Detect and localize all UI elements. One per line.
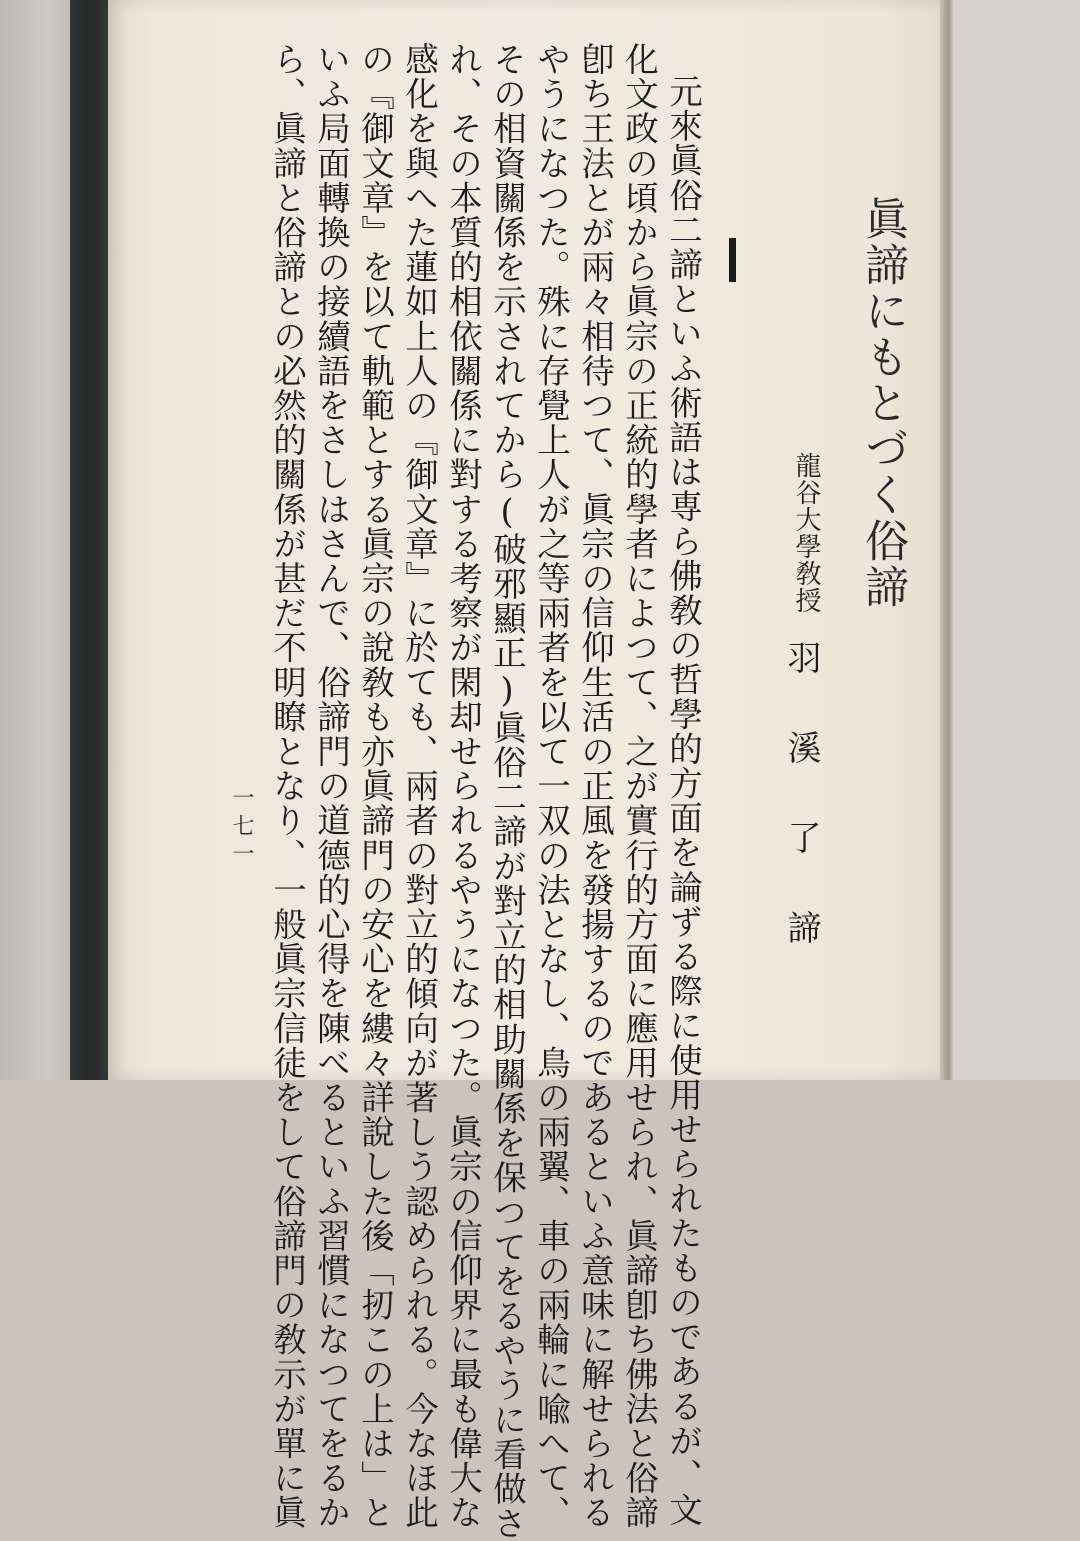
- body-line-8: の『御文章』を以て軌範とする眞宗の說敎も亦眞諦門の安心を縷々詳說した後「扨この上は」と: [355, 42, 395, 1530]
- body-line-4: やうになつた。殊に存覺上人が之等兩者を以て一双の法となし、鳥の兩翼、車の兩輪に喩へて、: [531, 42, 571, 1530]
- body-line-10: ら、眞諦と俗諦との必然的關係が甚だ不明瞭となり、一般眞宗信徒をして俗諦門の敎示が單に眞: [267, 42, 307, 1530]
- page-stack-edge: [940, 0, 954, 1080]
- background-surface-left: [0, 0, 70, 1080]
- body-line-5: その相資關係を示されてから(破邪顯正)眞俗二諦が對立的相助關係を保つてをるやうに看做さ: [487, 42, 527, 1541]
- page-number: 一七一: [229, 786, 254, 870]
- background-surface-right: [954, 0, 1080, 1080]
- body-line-9: いふ局面轉換の接續語をさしはさんで、俗諦門の道德的心得を陳べるといふ習慣になつてをるか: [311, 42, 351, 1530]
- article-title: 眞諦にもとづく俗諦: [857, 196, 908, 610]
- body-line-1: 元來眞俗二諦といふ術語は専ら佛敎の哲學的方面を論ずる際に使用せられたものであるが、文: [663, 74, 703, 1528]
- body-line-6: れ、その本質的相依關係に對する考察が閑却せられるやうになつた。眞宗の信仰界に最も偉大な: [443, 42, 483, 1530]
- body-line-3: 卽ち王法とが兩々相待つて、眞宗の信仰生活の正風を發揚するのであるといふ意味に解せられる: [575, 42, 615, 1530]
- author-affiliation: 龍谷大學敎授: [791, 452, 821, 614]
- body-line-7: 感化を與へた蓮如上人の『御文章』に於ても、兩者の對立的傾向が著しう認められる。今なほ此: [399, 42, 439, 1530]
- body-line-2: 化文政の頃から眞宗の正統的學者によつて、之が實行的方面に應用せられ、眞諦卽ち佛法と俗諦: [619, 42, 659, 1530]
- book-cover-edge: [70, 0, 110, 1080]
- author-name: 羽溪了諦: [781, 640, 821, 1000]
- section-number-mark: [729, 238, 736, 282]
